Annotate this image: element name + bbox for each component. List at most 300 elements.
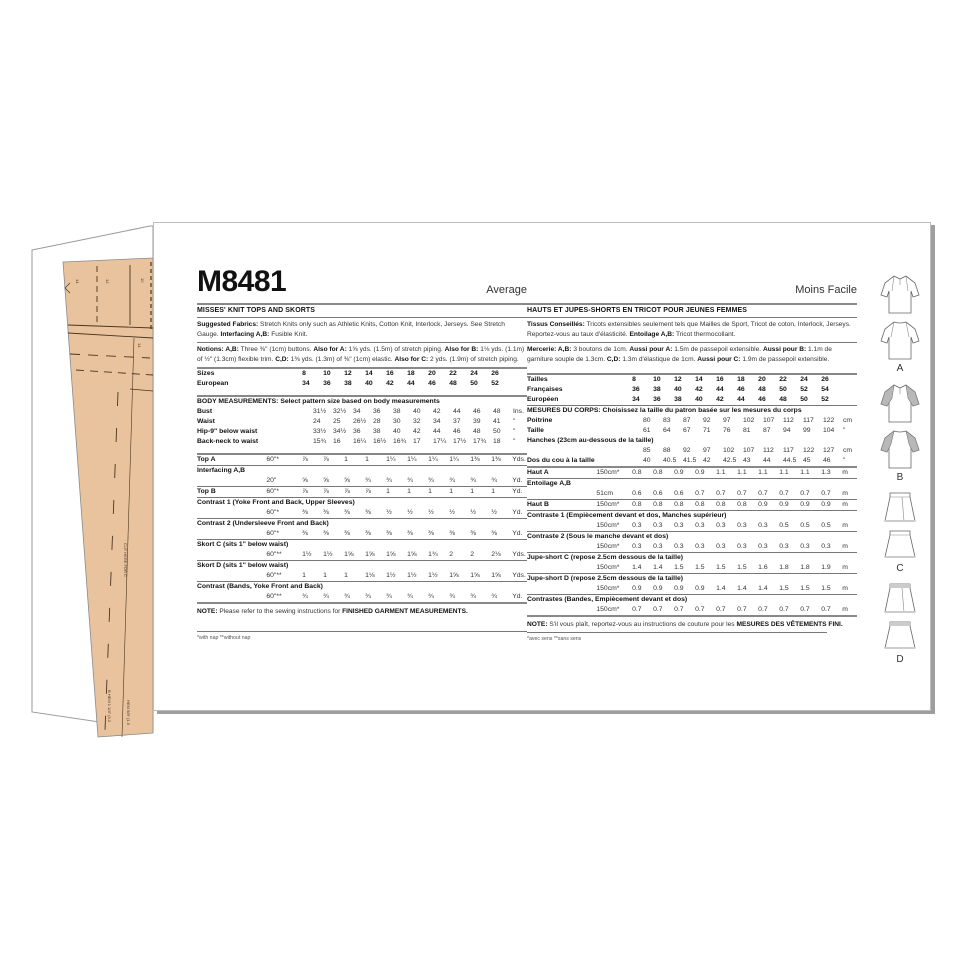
cell-value: 0.3	[632, 522, 642, 530]
cell-value: 1⅝	[491, 572, 501, 580]
cell-value: 42	[386, 380, 394, 388]
cell-value: 0.6	[632, 490, 642, 498]
cell-value: ⅞	[344, 488, 350, 496]
cell-value: 1	[323, 572, 327, 580]
cell-value: 42	[703, 457, 711, 465]
view-label-c: C	[896, 563, 904, 574]
cell-value: 0.9	[800, 501, 810, 509]
cell-value: ⅞	[365, 488, 371, 496]
cell-value: ¾	[449, 477, 455, 485]
cell-value: 24	[470, 370, 478, 378]
cell-value: 127	[823, 447, 835, 455]
cell-value: 1.9	[821, 564, 831, 572]
cell-value: 1¾	[428, 551, 438, 559]
cell-value: 1⅝	[470, 572, 480, 580]
body-measurements-table-fr	[527, 416, 857, 466]
cell-value: ⅜	[365, 530, 371, 538]
sizes-row: Sizes 8 10 12 14 16 18 20 22 24 26	[197, 369, 527, 379]
cell-value: 87	[683, 417, 691, 425]
cell-value: 0.7	[758, 606, 768, 614]
cell-value: 18	[407, 370, 415, 378]
yardage-row: 60"* ⅜ ⅜ ⅜ ⅜ ½ ½ ½ ½ ½ ½ Yd.	[266, 509, 523, 517]
cell-value: 1.1	[737, 469, 747, 477]
cell-value: 42	[433, 408, 441, 416]
cell-value: 48	[493, 408, 501, 416]
cell-value: ½	[428, 509, 434, 517]
cell-value: 52	[800, 386, 808, 394]
cell-value: 34	[353, 408, 361, 416]
cell-value: 0.7	[653, 606, 663, 614]
cell-value: 12	[344, 370, 352, 378]
cell-value: ⅝	[323, 477, 329, 485]
cell-value: 31½	[313, 408, 327, 416]
cell-value: 0.9	[674, 585, 684, 593]
top-b-back-icon	[880, 428, 920, 470]
cell-value: 41	[493, 418, 501, 426]
cell-value: 40.5	[663, 457, 677, 465]
body-measurements-heading-fr: MESURES DU CORPS: Choisissez la taille du patron basée sur les mesures du corps	[527, 407, 802, 415]
footnote: *with nap **without nap	[197, 635, 251, 642]
cell-value: 92	[703, 417, 711, 425]
cell-value: 1⅝	[386, 551, 396, 559]
yardage-row: 60"** ¾ ¾ ¾ ¾ ¾ ¾ ¾ ¾ ¾ ¾ Yd.	[266, 593, 523, 601]
cell-value: 1¼	[407, 456, 417, 464]
row-heading: Contrastes (Bandes, Empiècement devant et dos)	[527, 596, 688, 604]
cell-value: 0.7	[695, 606, 705, 614]
cell-value: ⅜	[449, 530, 455, 538]
cell-value: ¾	[470, 477, 476, 485]
cell-value: 1	[470, 488, 474, 496]
cell-value: 1¼	[386, 456, 396, 464]
cell-value: ½	[470, 509, 476, 517]
cell-value: 42.5	[723, 457, 737, 465]
yardage-row: Haut B 150cm* 0.8 0.8 0.8 0.8 0.8 0.8 0.9 0.9 0.9 0.9 m	[527, 501, 848, 509]
cell-value: ¾	[428, 593, 434, 601]
cell-value: 38	[674, 396, 682, 404]
cell-value: 46	[737, 386, 745, 394]
cell-value: 0.9	[758, 501, 768, 509]
svg-text:14: 14	[75, 279, 80, 284]
svg-text:HEM 5/8" (1.5: HEM 5/8" (1.5	[126, 700, 131, 725]
cell-value: ⅝	[302, 477, 308, 485]
cell-value: 0.6	[674, 490, 684, 498]
cell-value: 44	[453, 408, 461, 416]
cell-value: 48	[758, 386, 766, 394]
cell-value: 22	[449, 370, 457, 378]
cell-value: 0.7	[632, 606, 642, 614]
cell-value: 1⅛	[365, 572, 375, 580]
cell-value: 34	[302, 380, 310, 388]
cell-value: 26½	[353, 418, 367, 426]
cell-value: 1	[449, 488, 453, 496]
cell-value: 2	[449, 551, 453, 559]
cell-value: ¾	[407, 593, 413, 601]
cell-value: 50	[779, 386, 787, 394]
cell-value: 43	[743, 457, 751, 465]
body-row: Taille 61 64 67 71 76 81 87 94 99 104 "	[527, 427, 846, 435]
cell-value: 16	[333, 438, 341, 446]
cell-value: 0.3	[674, 522, 684, 530]
cell-value: 0.7	[737, 490, 747, 498]
cell-value: 42	[716, 396, 724, 404]
cell-value: 24	[313, 418, 321, 426]
svg-text:10: 10	[140, 278, 145, 283]
cell-value: ⅜	[407, 530, 413, 538]
row-heading: Skort D (sits 1" below waist)	[197, 562, 289, 570]
cell-value: 1.3	[821, 469, 831, 477]
cell-value: 40	[643, 457, 651, 465]
top-a-back-icon	[880, 319, 920, 361]
cell-value: 46	[823, 457, 831, 465]
cell-value: ¾	[470, 593, 476, 601]
cell-value: ½	[407, 509, 413, 517]
sizes-row: Tailles 8 10 12 14 16 18 20 22 24 26	[527, 375, 857, 385]
cell-value: 1½	[323, 551, 333, 559]
cell-value: 0.7	[716, 490, 726, 498]
cell-value: 85	[643, 447, 651, 455]
cell-value: 1.5	[674, 564, 684, 572]
cell-value: 48	[449, 380, 457, 388]
suggested-fabrics: Suggested Fabrics: Stretch Knits only such as Athletic Knits, Cotton Knit, Interlock, Jerseys. See Stretch Gauge. Interfacing A,B: Fusible Knit.	[197, 321, 505, 338]
cell-value: 44.5	[783, 457, 797, 465]
cell-value: 34	[632, 396, 640, 404]
cell-value: 1.5	[779, 585, 789, 593]
cell-value: 0.9	[779, 501, 789, 509]
cell-value: ¾	[407, 477, 413, 485]
cell-value: 0.8	[695, 501, 705, 509]
cell-value: ⅜	[344, 509, 350, 517]
cell-value: 1½	[428, 572, 438, 580]
cell-value: 0.7	[695, 490, 705, 498]
cell-value: 36	[632, 386, 640, 394]
body-row: Dos du cou à la taille 40 40.5 41.5 42 42.5 43 44 44.5 45 46 "	[527, 457, 846, 465]
cell-value: 1	[491, 488, 495, 496]
difficulty-label: Average	[486, 284, 527, 296]
yardage-row: 150cm* 0.7 0.7 0.7 0.7 0.7 0.7 0.7 0.7 0.7 0.7 m	[596, 606, 848, 614]
svg-text:12: 12	[105, 279, 110, 284]
cell-value: 16¾	[393, 438, 407, 446]
cell-value: 0.8	[632, 469, 642, 477]
svg-text:B HEM 1 1/4" (3.2: B HEM 1 1/4" (3.2	[107, 690, 112, 723]
cell-value: 0.3	[716, 543, 726, 551]
cell-value: 0.8	[653, 501, 663, 509]
cell-value: 44	[716, 386, 724, 394]
cell-value: ⅞	[302, 456, 308, 464]
cell-value: 2	[470, 551, 474, 559]
yardage-row: 150cm* 0.3 0.3 0.3 0.3 0.3 0.3 0.3 0.5 0.5 0.5 m	[596, 522, 848, 530]
cell-value: 0.7	[821, 490, 831, 498]
cell-value: 1.4	[716, 585, 726, 593]
cell-value: ⅞	[323, 488, 329, 496]
cell-value: ⅜	[344, 530, 350, 538]
cell-value: 1¼	[428, 456, 438, 464]
pattern-envelope-back	[153, 222, 931, 711]
cell-value: 38	[653, 386, 661, 394]
cell-value: 1.1	[800, 469, 810, 477]
pattern-title-fr: HAUTS ET JUPES-SHORTS EN TRICOT POUR JEUNES FEMMES	[527, 307, 748, 314]
note-fr: NOTE: S'il vous plaît, reportez-vous au instructions de couture pour les MESURES DES VÊTEMENTS FINI.	[527, 621, 843, 629]
cell-value: 16	[716, 376, 724, 384]
cell-value: ¾	[428, 477, 434, 485]
cell-value: 1.4	[758, 585, 768, 593]
cell-value: 17¼	[433, 438, 447, 446]
body-row: Bust 31½ 32½ 34 36 38 40 42 44 46 48 Ins.	[197, 408, 524, 416]
european-row: Européen 34 36 38 40 42 44 46 48 50 52	[527, 395, 857, 405]
cell-value: 26	[491, 370, 499, 378]
cell-value: 0.7	[800, 490, 810, 498]
cell-value: 20	[428, 370, 436, 378]
body-row: Poitrine 80 83 87 92 97 102 107 112 117 122 cm	[527, 417, 853, 425]
cell-value: 1.5	[800, 585, 810, 593]
cell-value: 0.3	[821, 543, 831, 551]
row-heading: Contrast (Bands, Yoke Front and Back)	[197, 583, 323, 591]
row-heading: Interfacing A,B	[197, 467, 246, 475]
row-heading: Contraste 1 (Empiècement devant et dos, Manches supérieur)	[527, 512, 727, 520]
size-table-fr	[527, 375, 857, 405]
cell-value: 0.3	[758, 543, 768, 551]
cell-value: 1½	[407, 572, 417, 580]
cell-value: 1	[344, 572, 348, 580]
cell-value: 1¼	[449, 456, 459, 464]
cell-value: 0.3	[737, 522, 747, 530]
cell-value: 12	[674, 376, 682, 384]
cell-value: 1.1	[758, 469, 768, 477]
cell-value: 10	[653, 376, 661, 384]
cell-value: ⅜	[470, 530, 476, 538]
cell-value: 107	[763, 417, 775, 425]
cell-value: 14	[365, 370, 373, 378]
cell-value: 1.8	[800, 564, 810, 572]
cell-value: ⅜	[302, 530, 308, 538]
cell-value: 36	[373, 408, 381, 416]
cell-value: 40	[393, 428, 401, 436]
skort-d-back-icon	[882, 620, 918, 652]
cell-value: 38	[393, 408, 401, 416]
cell-value: 17½	[453, 438, 467, 446]
cell-value: 99	[803, 427, 811, 435]
cell-value: ⅜	[302, 509, 308, 517]
cell-value: 0.3	[800, 543, 810, 551]
cell-value: 1⅝	[407, 551, 417, 559]
cell-value: 112	[783, 417, 794, 425]
cell-value: 41.5	[683, 457, 697, 465]
view-label-a: A	[896, 363, 904, 374]
cell-value: ⅜	[386, 530, 392, 538]
cell-value: ¾	[491, 477, 497, 485]
cell-value: 1⅝	[344, 551, 354, 559]
cell-value: 0.8	[716, 501, 726, 509]
cell-value: 1.4	[653, 564, 663, 572]
notions: Notions: A,B: Three ⅜" (1cm) buttons. Also for A: 1⅝ yds. (1.5m) of stretch piping. Also for B: 1⅛ yds. (1.1m) of ½" (1.3cm) flexible trim. C,D: 1⅜ yds. (1.3m) of ⅜" (1cm) elastic. Also for C: 2 yds. (1.9m) of stretch piping.	[197, 346, 525, 363]
pattern-title: MISSES' KNIT TOPS AND SKORTS	[197, 307, 316, 314]
cell-value: 81	[743, 427, 751, 435]
yardage-row: Top A 60"* ⅞ ⅞ 1 1 1¼ 1¼ 1¼ 1¼ 1⅜ 1⅜ Yds.	[197, 456, 526, 464]
cell-value: 44	[407, 380, 415, 388]
cell-value: 37	[453, 418, 461, 426]
view-label-b: B	[896, 472, 904, 483]
cell-value: 18	[493, 438, 501, 446]
cell-value: 0.9	[653, 585, 663, 593]
footnote-fr: *avec sens **sans sens	[527, 636, 582, 643]
cell-value: 0.7	[779, 606, 789, 614]
row-heading: Contrast 2 (Undersleeve Front and Back)	[197, 520, 329, 528]
cell-value: 97	[703, 447, 711, 455]
cell-value: 1.5	[716, 564, 726, 572]
size-table	[197, 369, 527, 389]
cell-value: 0.8	[632, 501, 642, 509]
yardage-row: 60"* ⅜ ⅜ ⅜ ⅜ ⅜ ⅜ ⅜ ⅜ ⅜ ⅜ Yd.	[266, 530, 523, 538]
top-b-front-icon	[880, 382, 920, 424]
cell-value: 67	[683, 427, 691, 435]
yardage-row: 150cm* 0.3 0.3 0.3 0.3 0.3 0.3 0.3 0.3 0.3 0.3 m	[596, 543, 848, 551]
cell-value: 1	[386, 488, 390, 496]
view-illustrations	[872, 273, 928, 673]
francaises-row: Françaises 36 38 40 42 44 46 48 50 52 54	[527, 385, 857, 395]
row-heading: Jupe-short D (repose 2.5cm dessous de la taille)	[527, 575, 683, 583]
cell-value: 0.3	[653, 543, 663, 551]
note: NOTE: Please refer to the sewing instructions for FINISHED GARMENT MEASUREMENTS.	[197, 608, 468, 616]
cell-value: 42	[413, 428, 421, 436]
cell-value: 117	[783, 447, 794, 455]
cell-value: 1.8	[779, 564, 789, 572]
cell-value: 0.3	[674, 543, 684, 551]
yardage-row: 150cm* 0.9 0.9 0.9 0.9 1.4 1.4 1.4 1.5 1.5 1.5 m	[596, 585, 848, 593]
cell-value: 102	[723, 447, 735, 455]
body-row: Hip-9" below waist 33½ 34½ 36 38 40 42 44 46 48 50 "	[197, 428, 516, 436]
cell-value: 1⅝	[449, 572, 459, 580]
cell-value: 50	[800, 396, 808, 404]
cell-value: 40	[413, 408, 421, 416]
row-heading: Entoilage A,B	[527, 480, 571, 488]
top-a-front-icon	[880, 273, 920, 315]
cell-value: 1	[428, 488, 432, 496]
cell-value: 40	[674, 386, 682, 394]
yardage-row: Haut A 150cm* 0.8 0.8 0.9 0.9 1.1 1.1 1.1 1.1 1.1 1.3 m	[527, 469, 848, 477]
cell-value: 36	[323, 380, 331, 388]
cell-value: 83	[663, 417, 671, 425]
cell-value: 46	[758, 396, 766, 404]
cell-value: 0.9	[695, 469, 705, 477]
yardage-row: 60"** 1½ 1½ 1⅝ 1⅝ 1⅝ 1⅝ 1¾ 2 2 2⅛ Yds.	[266, 551, 526, 559]
cell-value: 87	[763, 427, 771, 435]
cell-value: 0.5	[779, 522, 789, 530]
cell-value: 2⅛	[491, 551, 501, 559]
row-heading: Contraste 2 (Sous le manche devant et dos)	[527, 533, 669, 541]
cell-value: 39	[473, 418, 481, 426]
cell-value: 17¾	[473, 438, 487, 446]
cell-value: ¾	[365, 477, 371, 485]
cell-value: 1.5	[737, 564, 747, 572]
skort-c-front-icon	[882, 491, 918, 525]
cell-value: 107	[743, 447, 755, 455]
french-column	[527, 223, 857, 642]
cell-value: ¾	[344, 593, 350, 601]
cell-value: 50	[493, 428, 501, 436]
cell-value: 32½	[333, 408, 347, 416]
european-row: European 34 36 38 40 42 44 46 48 50 52	[197, 379, 527, 389]
cell-value: 92	[683, 447, 691, 455]
yardage-table-fr	[527, 466, 857, 615]
cell-value: 16	[386, 370, 394, 378]
cell-value: 46	[428, 380, 436, 388]
row-heading: Jupe-short C (repose 2.5cm dessous de la taille)	[527, 554, 683, 562]
cell-value: 122	[823, 417, 835, 425]
cell-value: 1⅜	[491, 456, 501, 464]
yardage-row: 60"** 1 1 1 1⅛ 1½ 1½ 1½ 1⅝ 1⅝ 1⅝ Yds.	[266, 572, 526, 580]
cell-value: 0.9	[632, 585, 642, 593]
cell-value: 44	[763, 457, 771, 465]
cell-value: ⅜	[491, 530, 497, 538]
cell-value: 97	[723, 417, 731, 425]
cell-value: 1⅜	[470, 456, 480, 464]
cell-value: 18	[737, 376, 745, 384]
cell-value: 0.3	[737, 543, 747, 551]
cell-value: ½	[491, 509, 497, 517]
cell-value: 1	[302, 572, 306, 580]
suggested-fabrics-fr: Tissus Conseillés: Tricots extensibles seulement tels que Mailles de Sport, Tricot de coton, Interlock, Jerseys. Reportez-vous au taux d'élasticité. Entoilage A,B: Tricot thermocollant.	[527, 321, 851, 338]
cell-value: 0.3	[632, 543, 642, 551]
cell-value: 34	[433, 418, 441, 426]
cell-value: 25	[333, 418, 341, 426]
cell-value: 1½	[302, 551, 312, 559]
cell-value: 0.7	[800, 606, 810, 614]
notions-fr: Mercerie: A,B: 3 boutons de 1cm. Aussi pour A: 1.5m de passepoil extensible. Aussi pour B: 1.1m de garniture souple de 1.3cm. C,D: 1.3m d'élastique de 1cm. Aussi pour C: 1.9m de passepoil extensible.	[527, 346, 832, 363]
cell-value: ⅜	[365, 509, 371, 517]
cell-value: 0.7	[779, 490, 789, 498]
cell-value: 15¾	[313, 438, 327, 446]
cell-value: 38	[344, 380, 352, 388]
difficulty-label-fr: Moins Facile	[795, 284, 857, 296]
cell-value: 80	[643, 417, 651, 425]
cell-value: 64	[663, 427, 671, 435]
cell-value: 0.6	[653, 490, 663, 498]
cell-value: 0.3	[716, 522, 726, 530]
cell-value: 1.4	[737, 585, 747, 593]
cell-value: 40	[365, 380, 373, 388]
cell-value: 122	[803, 447, 815, 455]
cell-value: 1	[407, 488, 411, 496]
cell-value: 17	[413, 438, 421, 446]
cell-value: ¾	[386, 477, 392, 485]
cell-value: 8	[302, 370, 306, 378]
cell-value: ⅞	[302, 488, 308, 496]
body-row: Waist 24 25 26½ 28 30 32 34 37 39 41 "	[197, 418, 516, 426]
cell-value: ⅜	[323, 530, 329, 538]
cell-value: 1	[365, 456, 369, 464]
cell-value: ¾	[365, 593, 371, 601]
cell-value: ⅜	[428, 530, 434, 538]
cell-value: ¾	[449, 593, 455, 601]
cell-value: ¾	[323, 593, 329, 601]
cell-value: ⅜	[323, 509, 329, 517]
cell-value: 0.7	[674, 606, 684, 614]
cell-value: 94	[783, 427, 791, 435]
yardage-row: 51cm 0.6 0.6 0.6 0.7 0.7 0.7 0.7 0.7 0.7 0.7 m	[596, 490, 848, 498]
cell-value: 71	[703, 427, 711, 435]
cell-value: ⅞	[323, 456, 329, 464]
cell-value: 28	[373, 418, 381, 426]
svg-text:CUT HERE FOR C: CUT HERE FOR C	[123, 543, 128, 577]
cell-value: 0.8	[674, 501, 684, 509]
cell-value: 0.3	[653, 522, 663, 530]
cell-value: 0.7	[737, 606, 747, 614]
cell-value: 0.5	[821, 522, 831, 530]
cell-value: 10	[323, 370, 331, 378]
cell-value: 0.3	[779, 543, 789, 551]
cell-value: 52	[821, 396, 829, 404]
cell-value: 54	[821, 386, 829, 394]
body-row: Back-neck to waist 15¾ 16 16¼ 16½ 16¾ 17 17¼ 17½ 17¾ 18 "	[197, 438, 516, 446]
